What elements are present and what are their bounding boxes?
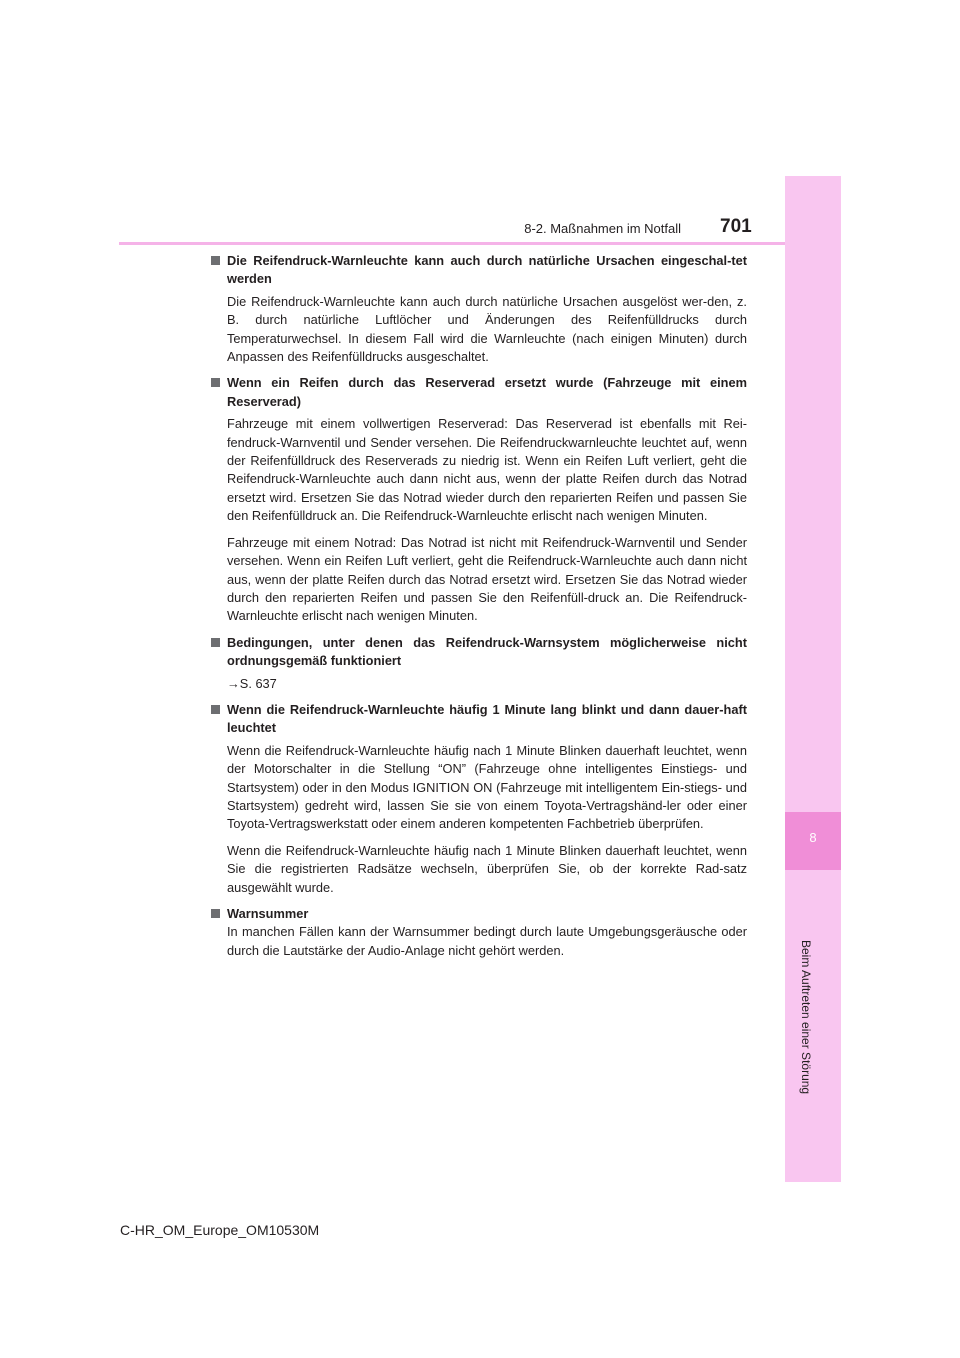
square-bullet-icon	[211, 256, 220, 265]
paragraph: Die Reifendruck-Warnleuchte kann auch durch natürliche Ursachen ausgelöst wer-den, z. B. durch natürliche Luftlöcher und Änderungen des Reifenfülldrucks durch Temperaturwechsel. In diesem Fall wird die Warnleuchte (nach einigen Minuten) durch Anpassen des Reifenfülldrucks ausgeschaltet.	[227, 293, 747, 365]
paragraph: In manchen Fällen kann der Warnsummer bedingt durch laute Umgebungsgeräusche oder durch die Lautstärke der Audio-Anlage nicht gehört werden.	[227, 924, 747, 958]
paragraph: Fahrzeuge mit einem vollwertigen Reserverad: Das Reserverad ist ebenfalls mit Rei-fendruck-Warnventil und Sender versehen. Die Reifendruckwarnleuchte leuchtet auf, wenn der Reifenfülldruck des Reserverads zu niedrig ist. Wenn ein Reifen Luft verliert, geht die Reifendruck-Warnleuchte auch dann nicht aus, wenn der platte Reifen durch das Notrad ersetzt wird. Ersetzen Sie das Notrad wieder durch den reparierten Reifen und passen Sie den Reifenfülldruck an. Die Reifendruck-Warnleuchte erlischt nach wenigen Minuten.	[227, 416, 747, 524]
header-rule	[119, 242, 841, 245]
chapter-label: Beim Auftreten einer Störung	[799, 940, 813, 1095]
section-title: 8-2. Maßnahmen im Notfall	[524, 221, 681, 236]
paragraph: Fahrzeuge mit einem Notrad: Das Notrad ist nicht mit Reifendruck-Warnventil und Sender versehen. Wenn ein Reifen Luft verliert, geht die Reifendruck-Warnleuchte auch dann nicht aus, wenn der platte Reifen durch das Notrad ersetzt wird. Ersetzen Sie das Notrad wieder durch den reparierten Reifen und passen Sie den Reifenfüll-druck an. Die Reifendruck-Warnleuchte erlischt nach wenigen Minuten.	[227, 534, 747, 624]
section-natural-causes	[211, 252, 747, 366]
chapter-side-tab	[785, 176, 841, 1182]
section-heading: Wenn ein Reifen durch das Reserverad ersetzt wurde (Fahrzeuge mit einem Reserverad)	[211, 374, 747, 411]
page-number: 701	[720, 216, 752, 237]
page-reference-link[interactable]: →S. 637	[227, 675, 277, 691]
section-heading: Wenn die Reifendruck-Warnleuchte häufig 1 Minute lang blinkt und dann dauer-haft leuchtet	[211, 701, 747, 738]
section-buzzer	[211, 905, 747, 960]
section-blinking	[211, 701, 747, 897]
square-bullet-icon	[211, 909, 220, 918]
section-heading: Warnsummer	[211, 905, 747, 923]
chapter-number: 8	[809, 830, 817, 845]
paragraph: Wenn die Reifendruck-Warnleuchte häufig nach 1 Minute Blinken dauerhaft leuchtet, wenn der Motorschalter in die Stellung “ON” (Fahrzeuge ohne intelligentes Einstiegs- und Startsystem) oder in den Modus IGNITION ON (Fahrzeuge mit intelligentem Ein-stiegs- und Startsystem) gedreht wird, lassen Sie sie von einem Toyota-Vertragshänd-ler oder einer Toyota-Vertragswerkstatt oder einem anderen kompetenten Fachbetrieb überprüfen.	[227, 742, 747, 832]
paragraph: Wenn die Reifendruck-Warnleuchte häufig nach 1 Minute Blinken dauerhaft leuchtet, wenn Sie die registrierten Radsätze wechseln, überprüfen Sie, ob der korrekte Rad-satz ausgewählt wurde.	[227, 842, 747, 895]
square-bullet-icon	[211, 378, 220, 387]
page-content	[211, 252, 747, 968]
section-conditions	[211, 634, 747, 693]
document-id: C-HR_OM_Europe_OM10530M	[120, 1222, 320, 1238]
section-heading: Die Reifendruck-Warnleuchte kann auch durch natürliche Ursachen eingeschal-tet werden	[211, 252, 747, 289]
section-spare-wheel	[211, 374, 747, 625]
section-heading: Bedingungen, unter denen das Reifendruck-Warnsystem möglicherweise nicht ordnungsgemäß funktioniert	[211, 634, 747, 671]
square-bullet-icon	[211, 705, 220, 714]
square-bullet-icon	[211, 638, 220, 647]
